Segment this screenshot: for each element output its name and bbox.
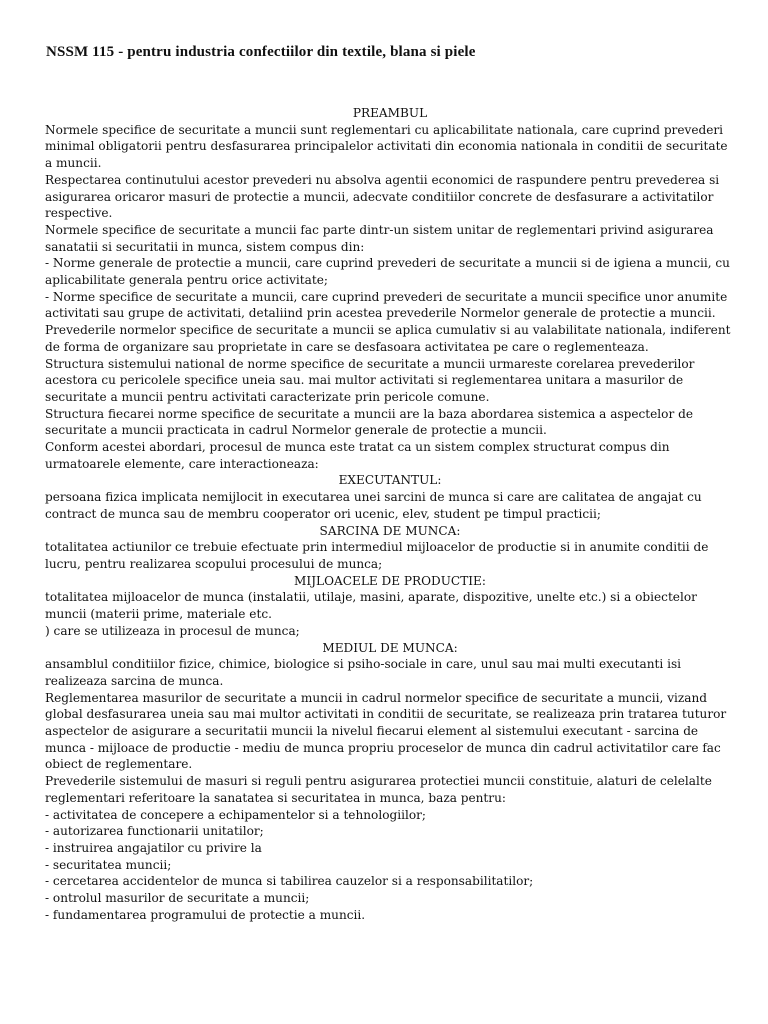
section-heading: PREAMBUL (352, 106, 428, 120)
document-body (45, 105, 735, 923)
paragraph: Structura fiecarei norme specifice de securitate a muncii are la baza abordarea sistemica a aspectelor de securitate a muncii practicata in cadrul Normelor generale de protectie a muncii. (45, 406, 693, 438)
section-heading: EXECUTANTUL: (338, 473, 442, 488)
paragraph: - Norme specifice de securitate a muncii, care cuprind prevederi de securitate a muncii specifice unor anumite activitati sau grupe de activitati, detaliind prin acestea prevederile Normelor generale de protectie a muncii. (45, 289, 728, 321)
paragraph: Respectarea continutului acestor prevederi nu absolva agentii economici de raspundere pentru prevederea si asigurarea oricaror masuri de protectie a muncii, adecvate conditiilor concrete de desfasurare a activitatilor respective. (45, 172, 720, 221)
section-heading: MEDIUL DE MUNCA: (322, 640, 458, 655)
paragraph: - activitatea de concepere a echipamentelor si a tehnologiilor; (45, 807, 426, 822)
paragraph: Normele specifice de securitate a muncii fac parte dintr-un sistem unitar de reglementari privind asigurarea sanatatii si securitatii in munca, sistem compus din: (45, 222, 714, 254)
paragraph: - Norme generale de protectie a muncii, care cuprind prevederi de securitate a muncii si de igiena a muncii, cu aplicabilitate generala pentru orice activitate; (45, 256, 730, 288)
paragraph: Structura sistemului national de norme specifice de securitate a muncii urmareste corelarea prevederilor acestora cu pericolele specifice uneia sau. mai multor activitati si reglementarea unitara a masurilor de securitate a muncii pentru activitati caracterizate prin pericole comune. (45, 356, 695, 404)
paragraph: - ontrolul masurilor de securitate a muncii; (45, 891, 310, 906)
paragraph: totalitatea actiunilor ce trebuie efectuate prin intermediul mijloacelor de productie si in anumite conditii de lucru, pentru realizarea scopului procesului de munca; (45, 540, 709, 571)
paragraph: Prevederile normelor specifice de securitate a muncii se aplica cumulativ si au valabilitate nationala, indiferent de forma de organizare sau proprietate in care se desfasoara activitatea pe care o reglementeaza. (45, 323, 731, 354)
section-heading: MIJLOACELE DE PRODUCTIE: (294, 573, 486, 588)
paragraph: - fundamentarea programului de protectie a muncii. (45, 907, 366, 922)
paragraph: Reglementarea masurilor de securitate a muncii in cadrul normelor specifice de securitate a muncii, vizand global desfasurarea uneia sau mai multor activitati in conditii de securitate, se realizeaza prin tratarea tuturor aspectelor de asigurare a securitatii muncii la nivelul fiecarui element al sistemului executant - sarcina de munca - mijloace de productie - mediu de munca propriu proceselor de munca din cadrul activitatilor care fac obiect de reglementare. (45, 690, 727, 772)
section-heading: SARCINA DE MUNCA: (319, 523, 461, 538)
paragraph: - instruirea angajatilor cu privire la (45, 840, 262, 855)
paragraph: - cercetarea accidentelor de munca si tabilirea cauzelor si a responsabilitatilor; (45, 874, 534, 889)
paragraph: ) care se utilizeaza in procesul de munca; (45, 623, 300, 638)
paragraph: persoana fizica implicata nemijlocit in executarea unei sarcini de munca si care are calitatea de angajat cu contract de munca sau de membru cooperator ori ucenic, elev, student pe timpul practicii; (45, 490, 702, 521)
paragraph: Prevederile sistemului de masuri si reguli pentru asigurarea protectiei muncii constituie, alaturi de celelalte reglementari referitoare la sanatatea si securitatea in munca, baza pentru: (45, 774, 712, 805)
paragraph: ansamblul conditiilor fizice, chimice, biologice si psiho-sociale in care, unul sau mai multi executanti isi realizeaza sarcina de munca. (45, 657, 682, 688)
paragraph: - securitatea muncii; (45, 857, 172, 872)
paragraph: Conform acestei abordari, procesul de munca este tratat ca un sistem complex structurat compus din urmatoarele elemente, care interactioneaza: (45, 440, 670, 471)
paragraph: - autorizarea functionarii unitatilor; (45, 824, 264, 839)
paragraph: totalitatea mijloacelor de munca (instalatii, utilaje, masini, aparate, dispozitive, unelte etc.) si a obiectelor muncii (materii prime, materiale etc. (45, 590, 697, 622)
document-title: NSSM 115 - pentru industria confectiilor din textile, blana si piele (46, 44, 476, 60)
paragraph: Normele specifice de securitate a muncii sunt reglementari cu aplicabilitate nationala, care cuprind prevederi minimal obligatorii pentru desfasurarea principalelor activitati din economia nationala in conditii de securitate a muncii. (45, 122, 728, 171)
